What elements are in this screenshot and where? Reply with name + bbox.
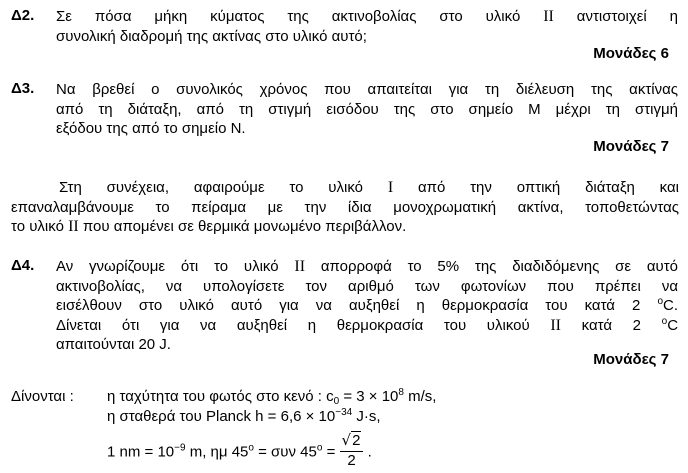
question-text <box>56 80 678 139</box>
question-number: Δ2. <box>11 7 35 24</box>
text-line: εισέλθουν στο υλικό αυτό για να αυξηθεί η θερμοκρασία του κατά 2 $^o$C. <box>56 296 678 314</box>
sqrt-icon: √ <box>341 431 352 449</box>
text-line: Αν γνωρίζουμε ότι το υλικό ΙΙ απορροφά το 5% της διαδιδόμενης σε αυτό <box>56 258 678 275</box>
sqrt2-over-2-fraction <box>340 431 364 470</box>
text-line: Σε πόσα μήκη κύματος της ακτινοβολίας στο υλικό ΙΙ αντιστοιχεί η <box>56 8 679 25</box>
question-number: Δ4. <box>11 257 35 274</box>
text-line: επαναλαμβάνουμε το πείραμα με την ίδια μονοχρωματική ακτίνα, τοποθετώντας <box>11 198 679 216</box>
planck-constant-line: η σταθερά του Planck $h = 6,6 \times 10^{-34}$ J·s, <box>107 407 381 425</box>
marks-label: Μονάδες 7 <box>593 138 669 155</box>
unit-conversion-line: 1 nm = $10^{-9}$ m, ημ $45^o = \sigma\upsilon\nu$ $45^o$ = $\frac{√2}{2}$ . <box>107 431 372 469</box>
text-line: εξόδου της από το σημείο Ν. <box>56 120 246 137</box>
speed-of-light-line: η ταχύτητα του φωτός στο κενό : $c_0 = 3 \times 10^8$ m/s, <box>107 387 437 407</box>
degree-sign: o <box>661 315 668 327</box>
text-line: συνολική διαδρομή της ακτίνας στο υλικό αυτό; <box>56 27 367 45</box>
text-line: Να βρεθεί ο συνολικός χρόνος που απαιτείται για τη διέλευση της ακτίνας <box>56 81 678 98</box>
question-text <box>56 257 678 355</box>
marks-label: Μονάδες 7 <box>593 351 669 368</box>
question-number: Δ3. <box>11 80 35 97</box>
fraction-numerator: √2 <box>340 431 364 452</box>
text-line: απαιτούνται 20 J. <box>56 336 171 353</box>
roman-numeral: ΙΙ <box>294 258 306 275</box>
roman-numeral: Ι <box>387 179 394 196</box>
text-line: Στη συνέχεια, αφαιρούμε το υλικό Ι από την οπτική διάταξη και <box>59 179 680 196</box>
roman-numeral: ΙΙ <box>68 218 79 235</box>
text-line: το υλικό ΙΙ που απομένει σε θερμικά μονωμένο περιβάλλον. <box>11 218 407 235</box>
marks-label: Μονάδες 6 <box>593 45 669 62</box>
text-line: ακτινοβολίας, να υπολογίσετε τον αριθμό των φωτονίων που πρέπει να <box>56 277 678 295</box>
degree-sign: o <box>316 442 323 454</box>
fraction-denominator: 2 <box>347 452 356 469</box>
degree-sign: o <box>657 296 663 307</box>
degree-sign: o <box>248 442 254 454</box>
roman-numeral: ΙΙ <box>550 316 561 334</box>
text-line: Δίνεται ότι για να αυξηθεί η θερμοκρασία του υλικού ΙΙ κατά 2 $^o$C <box>56 315 679 334</box>
roman-numeral: ΙΙ <box>543 8 554 25</box>
intro-paragraph <box>11 178 679 237</box>
text-line: από τη διάταξη, από τη στιγμή εισόδου της στο σημείο Μ μέχρι τη στιγμή <box>56 100 678 118</box>
given-label: Δίνονται : <box>11 388 74 405</box>
question-text <box>56 7 678 46</box>
